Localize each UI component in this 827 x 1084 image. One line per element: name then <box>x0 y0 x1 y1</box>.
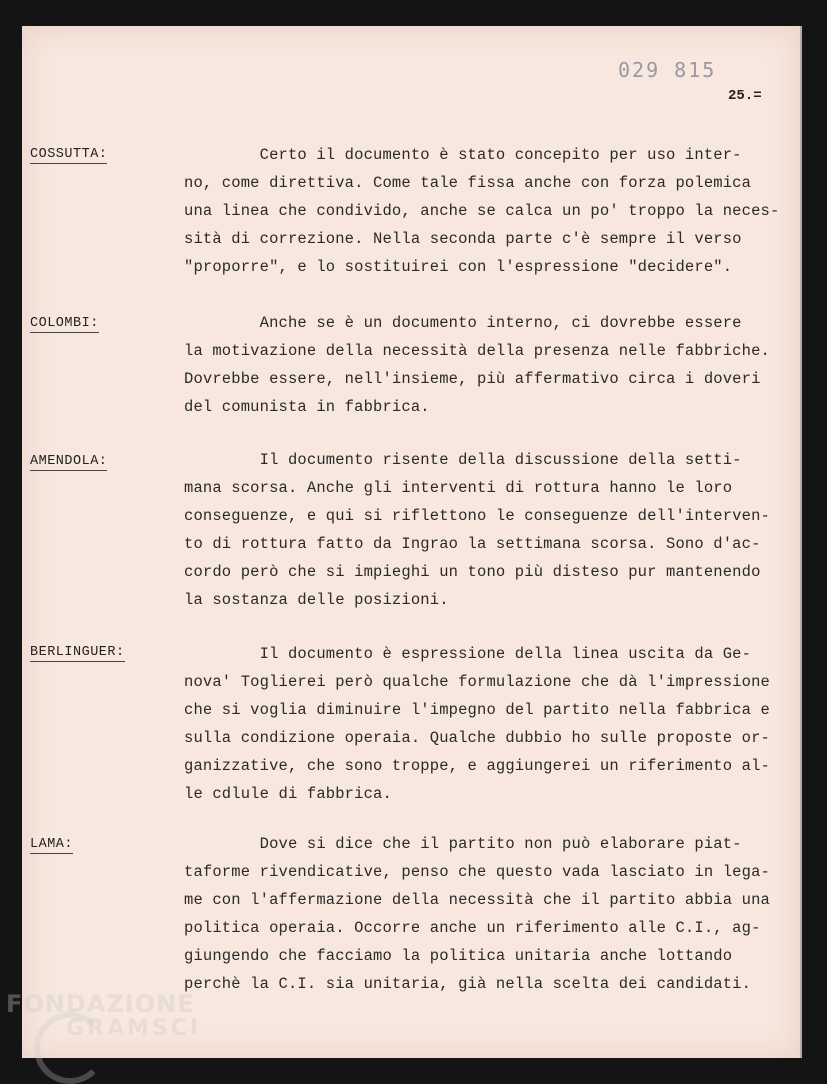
text-line: mana scorsa. Anche gli interventi di rottura hanno le loro <box>184 479 733 497</box>
text-line: conseguenze, e qui si riflettono le conseguenze dell'interven- <box>184 507 770 525</box>
text-line: Certo il documento è stato concepito per uso inter- <box>184 146 742 164</box>
watermark <box>6 990 206 1041</box>
text-line: la sostanza delle posizioni. <box>184 591 449 609</box>
text-line: Anche se è un documento interno, ci dovrebbe essere <box>184 314 742 332</box>
text-line: perchè la C.I. sia unitaria, già nella scelta dei candidati. <box>184 975 752 993</box>
archive-stamp: 029 815 <box>618 58 717 82</box>
text-line: to di rottura fatto da Ingrao la settimana scorsa. Sono d'ac- <box>184 535 761 553</box>
text-line: ganizzative, che sono troppe, e aggiungerei un riferimento al- <box>184 757 770 775</box>
text-line: la motivazione della necessità della presenza nelle fabbriche. <box>184 342 770 360</box>
text-line: Dove si dice che il partito non può elaborare piat- <box>184 835 742 853</box>
text-line: le cdlule di fabbrica. <box>184 785 392 803</box>
text-line: me con l'affermazione della necessità che il partito abbia una <box>184 891 770 909</box>
text-line: taforme rivendicative, penso che questo vada lasciato in lega- <box>184 863 770 881</box>
text-line: una linea che condivido, anche se calca un po' troppo la neces- <box>184 202 780 220</box>
text-line: "proporre", e lo sostituirei con l'espressione "decidere". <box>184 258 733 276</box>
watermark-line2: GRAMSCI <box>66 1016 202 1041</box>
text-line: politica operaia. Occorre anche un riferimento alle C.I., ag- <box>184 919 761 937</box>
speaker-label: COSSUTTA: <box>30 147 108 162</box>
speaker-paragraph <box>184 640 796 808</box>
speaker-label: LAMA: <box>30 837 74 852</box>
text-line: che si voglia diminuire l'impegno del partito nella fabbrica e <box>184 701 770 719</box>
text-line: cordo però che si impieghi un tono più disteso pur mantenendo <box>184 563 761 581</box>
page-number: 25.= <box>728 88 762 104</box>
text-line: no, come direttiva. Come tale fissa anche con forza polemica <box>184 174 752 192</box>
text-line: del comunista in fabbrica. <box>184 398 430 416</box>
watermark-line1: FONDAZIONE <box>6 990 195 1018</box>
speaker-paragraph <box>184 446 796 614</box>
text-line: Il documento risente della discussione della setti- <box>184 451 742 469</box>
text-line: sità di correzione. Nella seconda parte c'è sempre il verso <box>184 230 742 248</box>
text-line: sulla condizione operaia. Qualche dubbio ho sulle proposte or- <box>184 729 770 747</box>
speaker-paragraph <box>184 141 796 281</box>
speaker-paragraph <box>184 309 796 421</box>
speaker-label: COLOMBI: <box>30 316 99 331</box>
speaker-paragraph <box>184 830 796 998</box>
speaker-label: AMENDOLA: <box>30 454 108 469</box>
text-line: nova' Toglierei però qualche formulazione che dà l'impressione <box>184 673 770 691</box>
text-line: giungendo che facciamo la politica unitaria anche lottando <box>184 947 733 965</box>
page-edge <box>800 26 802 1058</box>
speaker-label: BERLINGUER: <box>30 645 125 660</box>
text-line: Dovrebbe essere, nell'insieme, più affermativo circa i doveri <box>184 370 761 388</box>
text-line: Il documento è espressione della linea uscita da Ge- <box>184 645 752 663</box>
